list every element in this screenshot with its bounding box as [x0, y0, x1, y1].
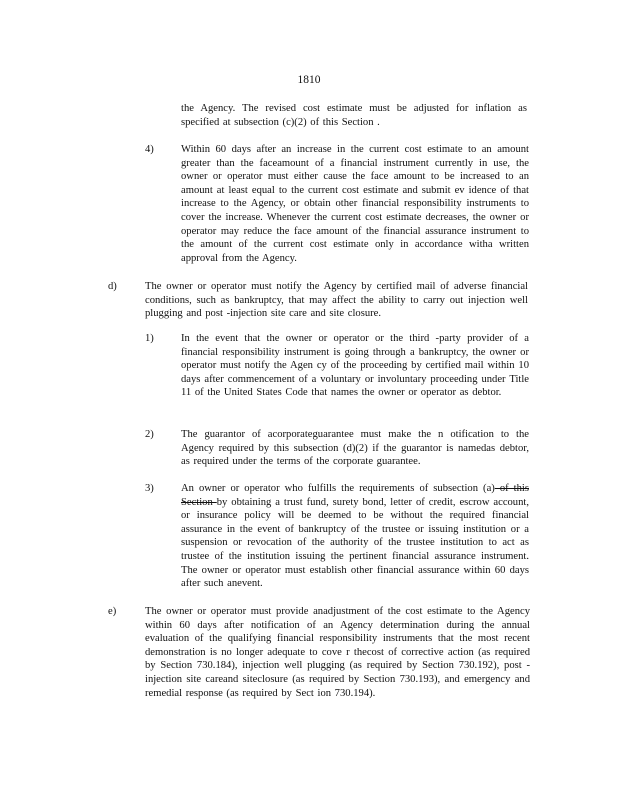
subsection-e-marker: e) [108, 606, 117, 617]
subsection-d-marker: d) [108, 281, 117, 292]
d-item-3-text [181, 482, 529, 591]
d-item-2-marker: 2) [145, 429, 154, 440]
d-item-2-text: The guarantor of acorporateguarantee must make the n otification to the Agency required by this subsection (d)(2) if the guarantor is namedas debtor, as required under the terms of the corporate guarantee. [181, 429, 529, 468]
d-item-3-text-after: by obtaining a trust fund, surety bond, letter of credit, escrow account, or insurance policy will be deemed to be without the required financial assurance in the event of bankruptcy of the trustee or issuing institution or a suspension or revocation of the authority of the trustee institution to act as trustee of the institution issuing the pertinent financial assurance instrument. The owner or operator must establish other financial assurance within 60 days after such anevent. [181, 496, 529, 590]
c3-continuation-text: the Agency. The revised cost estimate must be adjusted for inflation as specified at subsection (c)(2) of this Section . [181, 103, 527, 128]
d-item-1-text: In the event that the owner or operator or the third -party provider of a financial responsibility instrument is going through a bankruptcy, the owner or operator must notify the Agen cy of the proceeding by certified mail within 10 days after commencement of a voluntary or involuntary proceeding under Title 11 of the United States Code that names the owner or operator as debtor. [181, 333, 529, 399]
d-item-3-text-before: An owner or operator who fulfills the requirements of subsection (a) [181, 483, 495, 494]
subsection-e-text: The owner or operator must provide anadjustment of the cost estimate to the Agency within 60 days after notification of an Agency determination during the annual evaluation of the qualifying financial responsibility instruments that the most recent demonstration is no longer adequate to cove r thecost of corrective action (as required by Section 730.184), injection well plugging (as required by Section 730.192), post -injection site careand siteclosure (as required by Section 730.193), and emergency and remedial response (as required by Sect ion 730.194). [145, 606, 530, 699]
page-number: 1810 [297, 74, 321, 86]
d-item-1-marker: 1) [145, 333, 154, 344]
item-4-text: Within 60 days after an increase in the current cost estimate to an amount greater than the faceamount of a financial instrument currently in use, the owner or operator must either cause the face amount to be increased to an amount at least equal to the current cost estimate and submit ev idence of that increase to the Agency, or obtain other financial responsibility instruments to cover the increase. Whenever the current cost estimate decreases, the owner or operator may reduce the face amount of the financial assurance instrument to the amount of the current cost estimate only in accordance witha written approval from the Agency. [181, 144, 529, 264]
d-item-3-marker: 3) [145, 483, 154, 494]
subsection-d-text: The owner or operator must notify the Agency by certified mail of adverse financial conditions, such as bankruptcy, that may affect the ability to carry out injection well plugging and post -injection site care and site closure. [145, 281, 528, 320]
d-item-3-struck-text: of this Section [181, 483, 529, 508]
item-4-marker: 4) [145, 144, 154, 155]
